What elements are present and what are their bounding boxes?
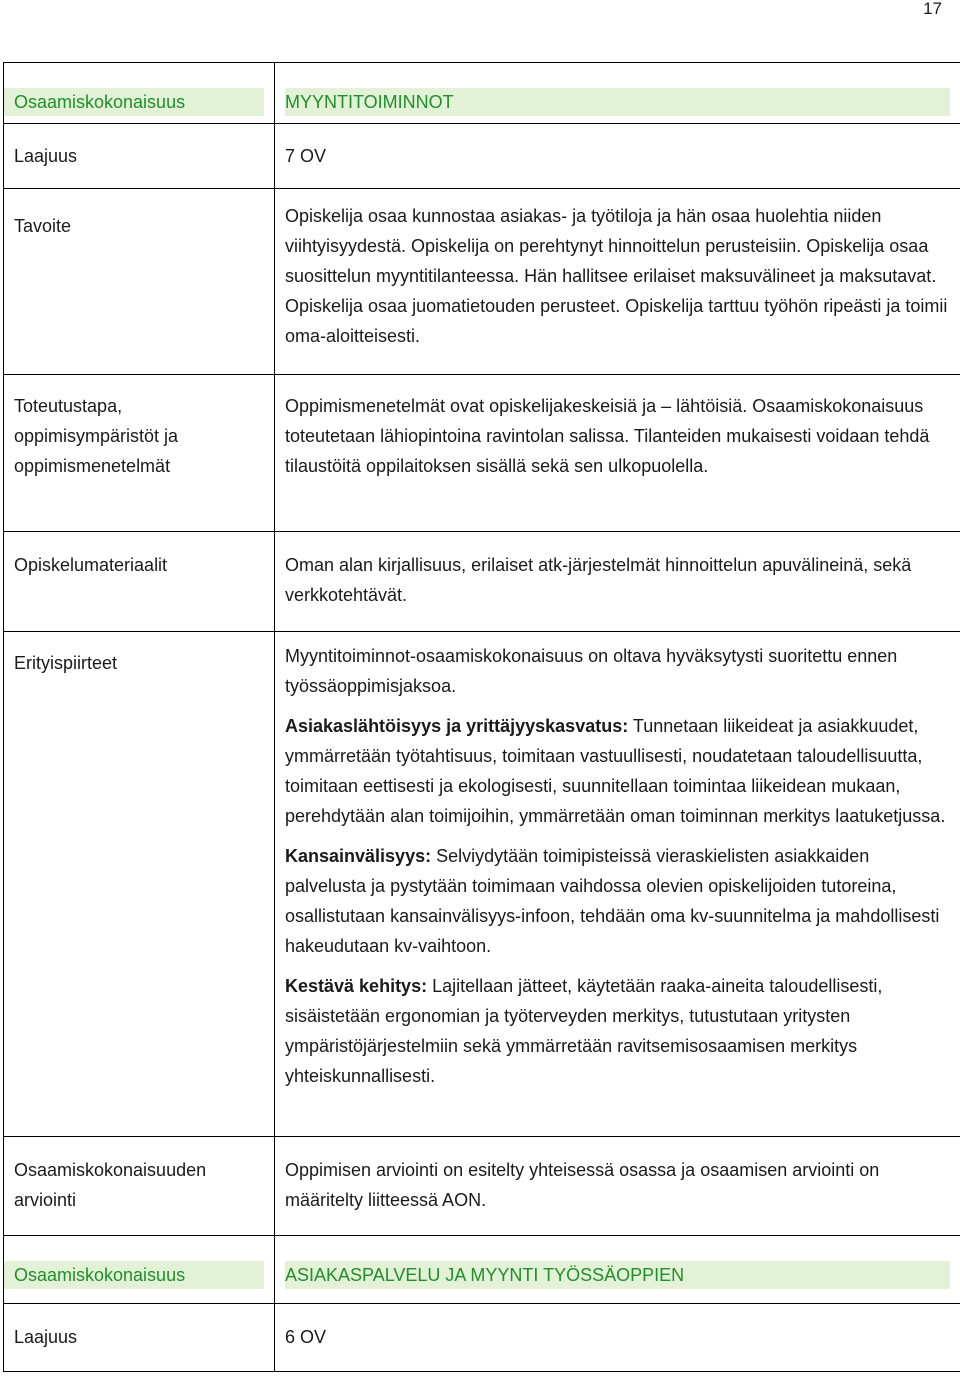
table-row (4, 1137, 960, 1236)
internationality-heading: Kansainvälisyys: (285, 846, 432, 866)
assessment-label: Osaamiskokonaisuuden arviointi (14, 1160, 207, 1210)
scope-label: Laajuus (14, 146, 78, 166)
content-cell (275, 63, 960, 124)
content-cell (275, 189, 960, 375)
features-text (275, 632, 960, 1091)
label-cell (4, 1137, 275, 1236)
label-cell (4, 375, 275, 532)
label-cell (4, 124, 275, 189)
module-label: Osaamiskokonaisuus (4, 88, 264, 116)
label-cell (4, 63, 275, 124)
features-entrepreneurship (285, 711, 952, 831)
features-sustainability (285, 971, 952, 1091)
table-row (4, 632, 960, 1137)
table-row (4, 1304, 960, 1372)
scope-label: Laajuus (14, 1327, 78, 1347)
content-cell (275, 1236, 960, 1304)
label-cell (4, 1236, 275, 1304)
internationality-text: Selviydytään toimipisteissä vieraskielisten asiakkaiden palvelusta ja pystytään toimimaan vaihdossa olevien opiskelijoiden tutoreina, osallistutaan kansainvälisyys-infoon, tehdään oma kv-suunnitelma ja mahdollisesti hakeudutaan kv-vaihtoon. (285, 846, 940, 956)
goal-text: Opiskelija osaa kunnostaa asiakas- ja työtiloja ja hän osaa huolehtia niiden viihtyisyydestä. Opiskelija on perehtynyt hinnoittelun perusteisiin. Opiskelija osaa suosittelun myyntitilanteessa. Hän hallitsee erilaiset maksuvälineet ja maksutavat. Opiskelija osaa juomatietouden perusteet. Opiskelija tarttuu työhön ripeästi ja toimii oma-aloitteisesti. (285, 206, 948, 346)
table-row (4, 63, 960, 124)
assessment-text: Oppimisen arviointi on esitelty yhteisessä osassa ja osaamisen arviointi on määritelty liitteessä AON. (285, 1160, 880, 1210)
label-cell (4, 632, 275, 1137)
content-cell (275, 124, 960, 189)
method-text: Oppimismenetelmät ovat opiskelijakeskeisiä ja – lähtöisiä. Osaamiskokonaisuus toteutetaan lähiopintoina ravintolan salissa. Tilanteiden mukaisesti voidaan tehdä tilaustöitä oppilaitoksen sisällä sekä sen ulkopuolella. (285, 396, 930, 476)
label-cell (4, 532, 275, 632)
materials-label: Opiskelumateriaalit (14, 555, 168, 575)
table-row (4, 189, 960, 375)
module-label: Osaamiskokonaisuus (4, 1261, 264, 1289)
label-cell (4, 189, 275, 375)
page-number: 17 (923, 0, 942, 18)
content-cell (275, 532, 960, 632)
content-cell (275, 632, 960, 1137)
content-cell (275, 375, 960, 532)
scope-value: 7 OV (285, 146, 327, 166)
table-row (4, 124, 960, 189)
table-row (4, 375, 960, 532)
module-title: MYYNTITOIMINNOT (285, 88, 950, 116)
features-label: Erityispiirteet (14, 653, 118, 673)
scope-value: 6 OV (285, 1327, 327, 1347)
label-cell (4, 1304, 275, 1372)
entrepreneurship-heading: Asiakaslähtöisyys ja yrittäjyyskasvatus: (285, 716, 629, 736)
content-cell (275, 1137, 960, 1236)
entrepreneurship-text: Tunnetaan liikeideat ja asiakkuudet, ymmärretään työtahtisuus, toimitaan vastuullisesti, noudatetaan taloudellisuutta, toimitaan eettisesti ja ekologisesti, suunnitellaan toimintaa liikeidean mukaan, perehdytään alan toimijoihin, ymmärretään oman toiminnan merkitys laatuketjussa. (285, 716, 946, 826)
content-cell (275, 1304, 960, 1372)
sustainability-text: Lajitellaan jätteet, käytetään raaka-aineita taloudellisesti, sisäistetään ergonomian ja työterveyden merkitys, tutustutaan yritysten ympäristöjärjestelmiin sekä ymmärretään ravitsemisosaamisen merkitys yhteiskunnallisesti. (285, 976, 883, 1086)
table-row (4, 1236, 960, 1304)
goal-label: Tavoite (14, 216, 72, 236)
module-table (3, 62, 960, 1372)
features-internationality (285, 841, 952, 961)
table-row (4, 532, 960, 632)
sustainability-heading: Kestävä kehitys: (285, 976, 428, 996)
module-title: ASIAKASPALVELU JA MYYNTI TYÖSSÄOPPIEN (285, 1261, 950, 1289)
materials-text: Oman alan kirjallisuus, erilaiset atk-järjestelmät hinnoittelun apuvälineinä, sekä verkkotehtävät. (285, 555, 912, 605)
features-intro: Myyntitoiminnot-osaamiskokonaisuus on oltava hyväksytysti suoritettu ennen työssäoppimisjaksoa. (285, 646, 898, 696)
method-label: Toteutustapa, oppimisympäristöt ja oppimismenetelmät (14, 396, 179, 476)
